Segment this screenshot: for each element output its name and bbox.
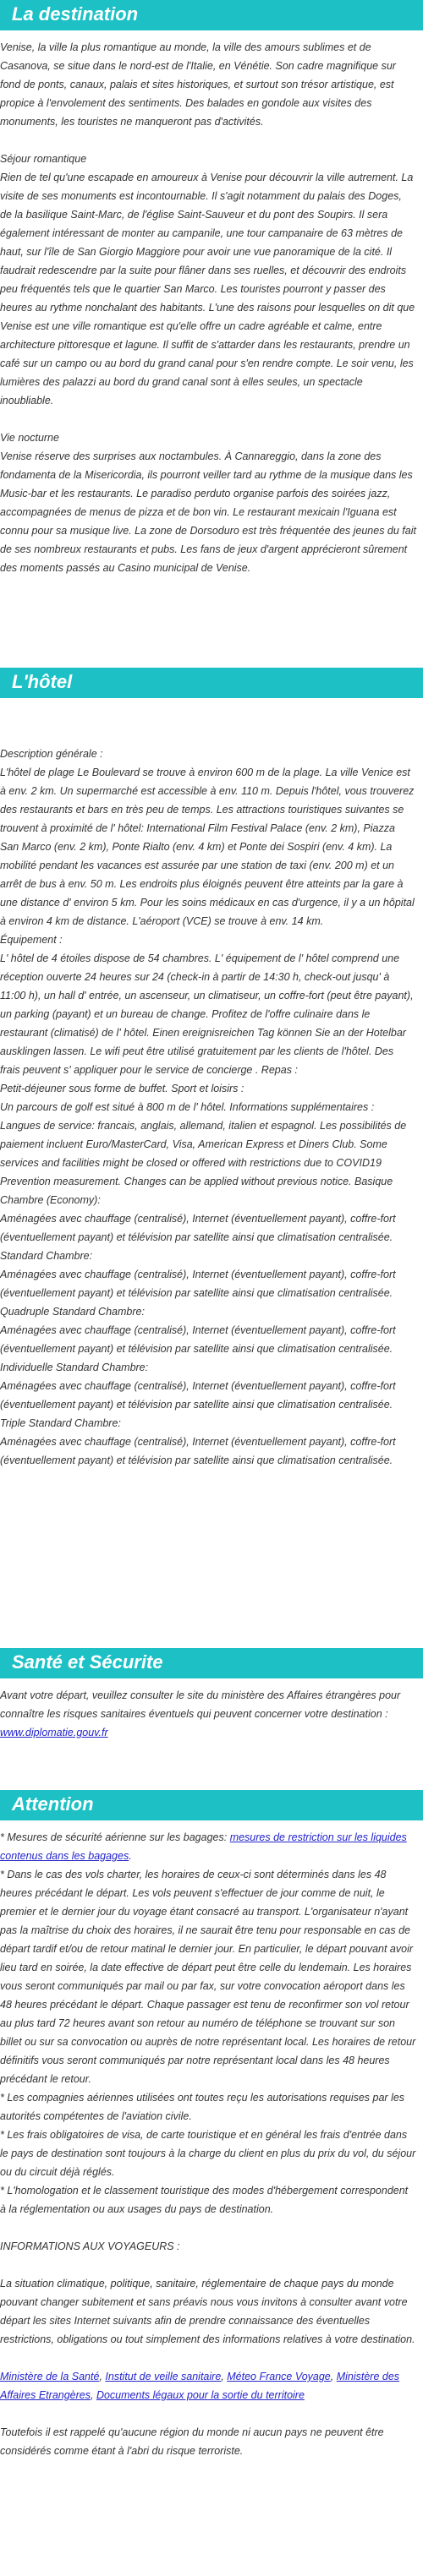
meteo-france-link[interactable]: Méteo France Voyage: [227, 2371, 331, 2382]
hotel-section: [0, 726, 416, 1488]
sante-header: [0, 1648, 423, 1678]
destination-intro: Venise, la ville la plus romantique au monde, la ville des amours sublimes et de Casanova, se situe dans le nord-est de l'Italie, en Vénétie. Son cadre magnifique sur fond de ponts, canaux, palais et sites historiques, et surtout son trésor artistique, est propice à l'envolement des sentiments. Des balades en gondole aux visites des monuments, les touristes ne manqueront pas d'activités.: [0, 41, 396, 128]
diplomatie-link[interactable]: www.diplomatie.gouv.fr: [0, 1727, 108, 1738]
info-heading: INFORMATIONS AUX VOYAGEURS :: [0, 2240, 180, 2252]
romantic-heading: Séjour romantique: [0, 153, 87, 165]
documents-legaux-link[interactable]: Documents légaux pour la sortie du territoire: [96, 2389, 305, 2401]
hotel-header: [0, 668, 423, 698]
sante-section: [0, 1686, 416, 1742]
affaires-etrangeres-link[interactable]: Ministère des Affaires Etrangères: [0, 2371, 400, 2401]
attention-title: Attention: [12, 1793, 94, 1815]
veille-sanitaire-link[interactable]: Institut de veille sanitaire: [105, 2371, 222, 2382]
luggage-suffix: .: [129, 1850, 132, 1862]
attention-notes: * Dans le cas des vols charter, les horaires de ceux-ci sont déterminés dans les 48 heures précédant le départ. Les vols peuvent s'effectuer de jour comme de nuit, le premier et le dernier jour du voyage étant consacré au transport. L'organisateur n'ayant pas la maîtrise du choix des horaires, il ne saurait être tenu pour responsable en cas de départ tardif et/ou de retour matinal le dernier jour. En particulier, le départ pouvant avoir lieu tard en soirée, la date effective de départ peut être celle du lendemain. Les horaires vous seront communiqués par mail ou par fax, sur votre convocation aéroport dans les 48 heures précédant le départ. Chaque passager est tenu de reconfirmer son vol retour au plus tard 72 heures avant son retour au numéro de téléphone se trouvant sur son billet ou sur sa convocation ou auprès de notre représentant local. Les horaires de retour définitifs vous seront communiqués par notre représentant local dans les 48 heures précédant le retour. * Les compagnies aériennes utilisées ont toutes reçu les autorisations requises par les autorités compétentes de l'aviation civile. * Les frais obligatoires de visa, de carte touristique et en général les frais d'entrée dans le pays de destination sont toujours à la charge du client en plus du prix du vol, du séjour ou du circuit déjà réglés. * L'homologation et le classement touristique des modes d'hébergement correspondent à la réglementation ou aux usages du pays de destination.: [0, 1869, 416, 2215]
hotel-title: L'hôtel: [12, 671, 73, 692]
sante-title: Santé et Sécurite: [12, 1651, 163, 1673]
closing-note: Toutefois il est rappelé qu'aucune région du monde ni aucun pays ne peuvent être considérés comme étant à l'abri du risque terroriste.: [0, 2426, 384, 2457]
destination-header: [0, 0, 423, 30]
sante-paragraph: Avant votre départ, veuillez consulter le site du ministère des Affaires étrangères pour connaître les risques sanitaires éventuels qui peuvent concerner votre destination :: [0, 1689, 401, 1720]
hotel-description: Description générale : L'hôtel de plage Le Boulevard se trouve à environ 600 m de la plage. La ville Venice est à env. 2 km. Un supermarché est accessible à env. 110 m. Depuis l'hôtel, vous trouverez des restaurants et bars en très peu de temps. Les attractions touristiques suivantes se trouvent à proximité de l' hôtel: International Film Festival Palace (env. 2 km), Piazza San Marco (env. 2 km), Ponte Rialto (env. 4 km) et Ponte dei Sospiri (env. 4 km). La mobilité pendant les vacances est assurée par une station de taxi (env. 200 m) et un arrêt de bus à env. 50 m. Les endroits plus éloignés peuvent être atteints par la gare à une distance d' environ 5 km. Pour les soins médicaux en cas d'urgence, il y a un hôpital à environ 4 km de distance. L'aéroport (VCE) se trouve à env. 14 km. Équipement : L' hôtel de 4 étoiles dispose de 54 chambres. L' équipement de l' hôtel comprend une réception ouverte 24 heures sur 24 (check-in à partir de 14:30 h, check-out jusqu' à 11:00 h), un hall d' entrée, un ascenseur, un climatiseur, un coffre-fort (peut être payant), un parking (payant) et un bureau de change. Profitez de l'offre culinaire dans le restaurant (climatisé) de l' hôtel. Einen ereignisreichen Tag können Sie an der Hotelbar ausklingen lassen. Le wifi peut être utilisé gratuitement par les clients de l'hôtel. Des frais peuvent s' appliquer pour le service de concierge . Repas : Petit-déjeuner sous forme de buffet. Sport et loisirs : Un parcours de golf est situé à 800 m de l' hôtel. Informations supplémentaires : Langues de service: francais, anglais, allemand, italien et espagnol. Les possibilités de paiement incluent Euro/MasterCard, Visa, American Express et Diners Club. Some services and facilities might be closed or offered with restrictions due to COVID19 Prevention measurement. Changes can be applied without previous notice. Basique Chambre (Economy): Aménagées avec chauffage (centralisé), Internet (éventuellement payant), coffre-fort (éventuellement payant) et télévision par satellite ainsi que climatisation centralisée. Standard Chambre: Aménagées avec chauffage (centralisé), Internet (éventuellement payant), coffre-fort (éventuellement payant) et télévision par satellite ainsi que climatisation centralisée. Quadruple Standard Chambre: Aménagées avec chauffage (centralisé), Internet (éventuellement payant), coffre-fort (éventuellement payant) et télévision par satellite ainsi que climatisation centralisée. Individuelle Standard Chambre: Aménagées avec chauffage (centralisé), Internet (éventuellement payant), coffre-fort (éventuellement payant) et télévision par satellite ainsi que climatisation centralisée. Triple Standard Chambre: Aménagées avec chauffage (centralisé), Internet (éventuellement payant), coffre-fort (éventuellement payant) et télévision par satellite ainsi que climatisation centralisée.: [0, 748, 415, 1466]
destination-title: La destination: [12, 3, 139, 25]
romantic-text: Rien de tel qu'une escapade en amoureux à Venise pour découvrir la ville autrement. La visite de ses monuments est incontournable. Il s'agit notamment du palais des Doges, de la basilique Saint-Marc, de l'église Saint-Sauveur et du pont des Soupirs. Il sera également intéressant de monter au campanile, une tour campanaire de 63 mètres de haut, sur l'île de San Giorgio Maggiore pour avoir une vue panoramique de la cité. Il faudrait redescendre par la suite pour flâner dans ses ruelles, et découvrir des endroits peu fréquentés tels que le quartier San Marco. Les touristes pourront y passer des heures au rythme nonchalant des habitants. L'une des raisons pour lesquelles on dit que Venise est une ville romantique est qu'elle offre un cadre agréable et calme, entre architecture pittoresque et lagune. Il suffit de s'attarder dans les restaurants, prendre un café sur un campo ou au bord du grand canal pour s'en rendre compte. Le soir venu, les lumières des palazzi au bord du grand canal sont à elles seules, un spectacle inoubliable.: [0, 172, 415, 407]
luggage-prefix: * Mesures de sécurité aérienne sur les bagages:: [0, 1831, 230, 1843]
destination-section: [0, 38, 416, 577]
night-text: Venise réserve des surprises aux noctambules. À Cannareggio, dans la zone des fondamenta de la Misericordia, ils pourront veiller tard au rythme de la musique dans les Music-bar et les restaurants. Le paradiso perduto organise parfois des soirées jazz, accompagnées de menus de pizza et de bon vin. Le restaurant mexicain l'Iguana est connu pour sa musique live. La zone de Dorsoduro est très fréquentée des jeunes du fait de ses nombreux restaurants et pubs. Les fans de jeux d'argent apprécieront sûrement des moments passés au Casino municipal de Venise.: [0, 450, 416, 574]
night-heading: Vie nocturne: [0, 432, 59, 444]
ministere-sante-link[interactable]: Ministère de la Santé: [0, 2371, 100, 2382]
attention-luggage: [0, 1828, 416, 1865]
sante-text: [0, 1686, 416, 1742]
attention-header: [0, 1790, 423, 1820]
liquids-restriction-link[interactable]: mesures de restriction sur les liquides contenus dans les bagages: [0, 1831, 407, 1862]
useful-links: Ministère de la Santé, Institut de veille sanitaire, Méteo France Voyage, Ministère des Affaires Etrangères, Documents légaux pour la sortie du territoire: [0, 2371, 400, 2401]
info-text: La situation climatique, politique, sanitaire, réglementaire de chaque pays du monde pouvant changer subitement et sans préavis nous vous invitons à consulter avant votre départ les sites Internet suivants afin de prendre connaissance des éventuelles restrictions, obligations ou tout simplement des informations relatives à votre destination.: [0, 2278, 415, 2345]
attention-section: [0, 1828, 416, 2460]
